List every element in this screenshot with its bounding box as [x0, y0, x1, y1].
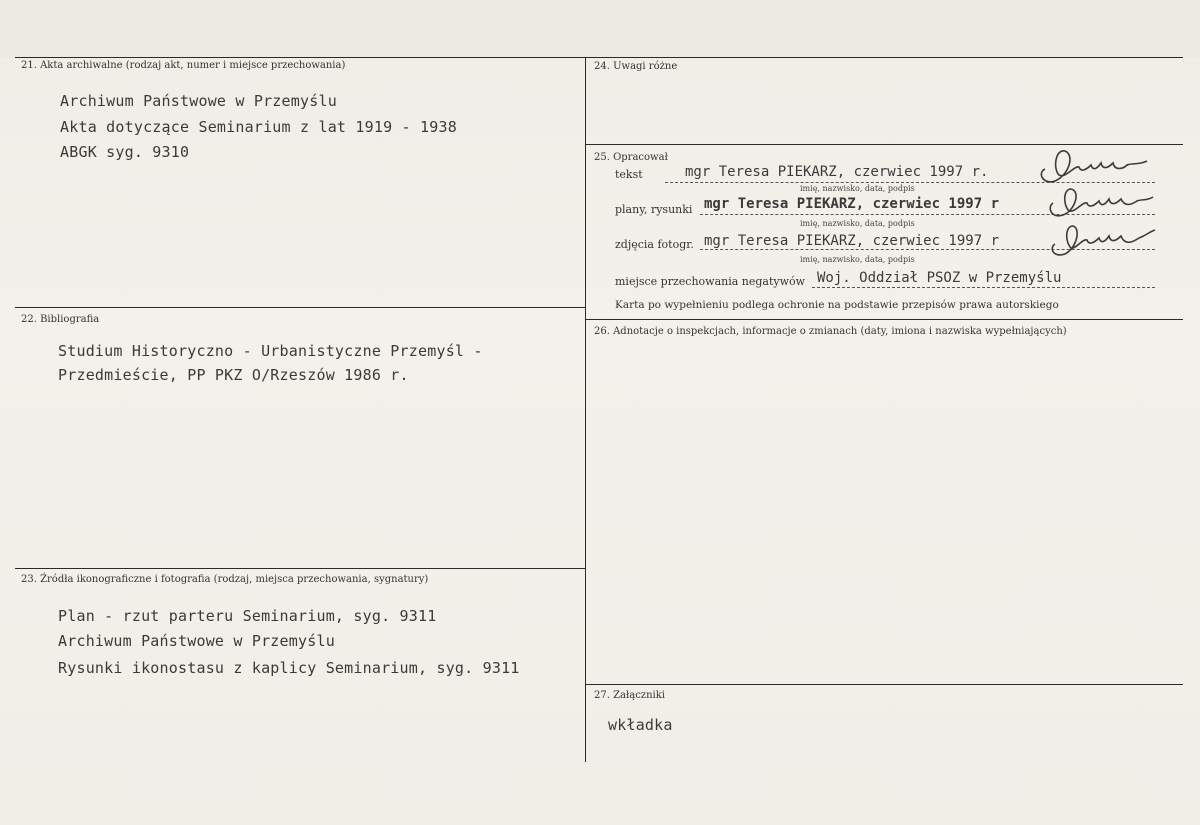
zdjecia-hint: imię, nazwisko, data, podpis: [800, 255, 915, 264]
s27-value: wkładka: [608, 716, 673, 734]
section-27-header: 27. Załączniki: [594, 690, 665, 701]
plany-hint: imię, nazwisko, data, podpis: [800, 219, 915, 228]
signature-3: [1045, 218, 1160, 260]
left-divider-22: [15, 307, 585, 308]
negatywy-fill-line: [812, 287, 1155, 288]
right-divider-27: [585, 684, 1183, 685]
zdjecia-value: mgr Teresa PIEKARZ, czerwiec 1997 r: [704, 233, 1000, 249]
section-24-header: 24. Uwagi różne: [594, 61, 678, 72]
plany-value: mgr Teresa PIEKARZ, czerwiec 1997 r: [704, 196, 1000, 212]
negatywy-label: miejsce przechowania negatywów: [615, 275, 806, 288]
negatywy-value: Woj. Oddział PSOZ w Przemyślu: [817, 270, 1062, 286]
right-divider-26: [585, 319, 1183, 320]
zdjecia-label: zdjęcia fotogr.: [615, 238, 694, 251]
s23-line-1: Plan - rzut parteru Seminarium, syg. 9311: [58, 607, 437, 625]
left-divider-23: [15, 568, 585, 569]
s22-line-1: Studium Historyczno - Urbanistyczne Przemyśl -: [58, 342, 483, 360]
s23-line-2: Archiwum Państwowe w Przemyślu: [58, 632, 335, 650]
tekst-value: mgr Teresa PIEKARZ, czerwiec 1997 r.: [685, 164, 989, 180]
s23-line-3: Rysunki ikonostasu z kaplicy Seminarium, syg. 9311: [58, 659, 520, 677]
signature-2: [1045, 183, 1160, 223]
section-21-header: 21. Akta archiwalne (rodzaj akt, numer i miejsce przechowania): [21, 60, 346, 71]
plany-label: plany, rysunki: [615, 203, 693, 216]
s21-line-2: Akta dotyczące Seminarium z lat 1919 - 1938: [60, 118, 457, 136]
section-25-header: 25. Opracował: [594, 152, 668, 163]
tekst-hint: imię, nazwisko, data, podpis: [800, 184, 915, 193]
center-divider: [585, 57, 586, 762]
signature-1: [1035, 145, 1155, 187]
s22-line-2: Przedmieście, PP PKZ O/Rzeszów 1986 r.: [58, 366, 409, 384]
tekst-label: tekst: [615, 168, 643, 181]
section-23-header: 23. Źródła ikonograficzne i fotografia (rodzaj, miejsca przechowania, sygnatury): [21, 574, 429, 585]
section-26-header: 26. Adnotacje o inspekcjach, informacje o zmianach (daty, imiona i nazwiska wypełniających): [594, 326, 1067, 337]
section-22-header: 22. Bibliografia: [21, 314, 100, 325]
s21-line-1: Archiwum Państwowe w Przemyślu: [60, 92, 337, 110]
card-top-edge: [0, 0, 1200, 58]
copyright-note: Karta po wypełnieniu podlega ochronie na podstawie przepisów prawa autorskiego: [615, 299, 1059, 311]
s21-line-3: ABGK syg. 9310: [60, 143, 190, 161]
top-border: [15, 57, 1183, 58]
